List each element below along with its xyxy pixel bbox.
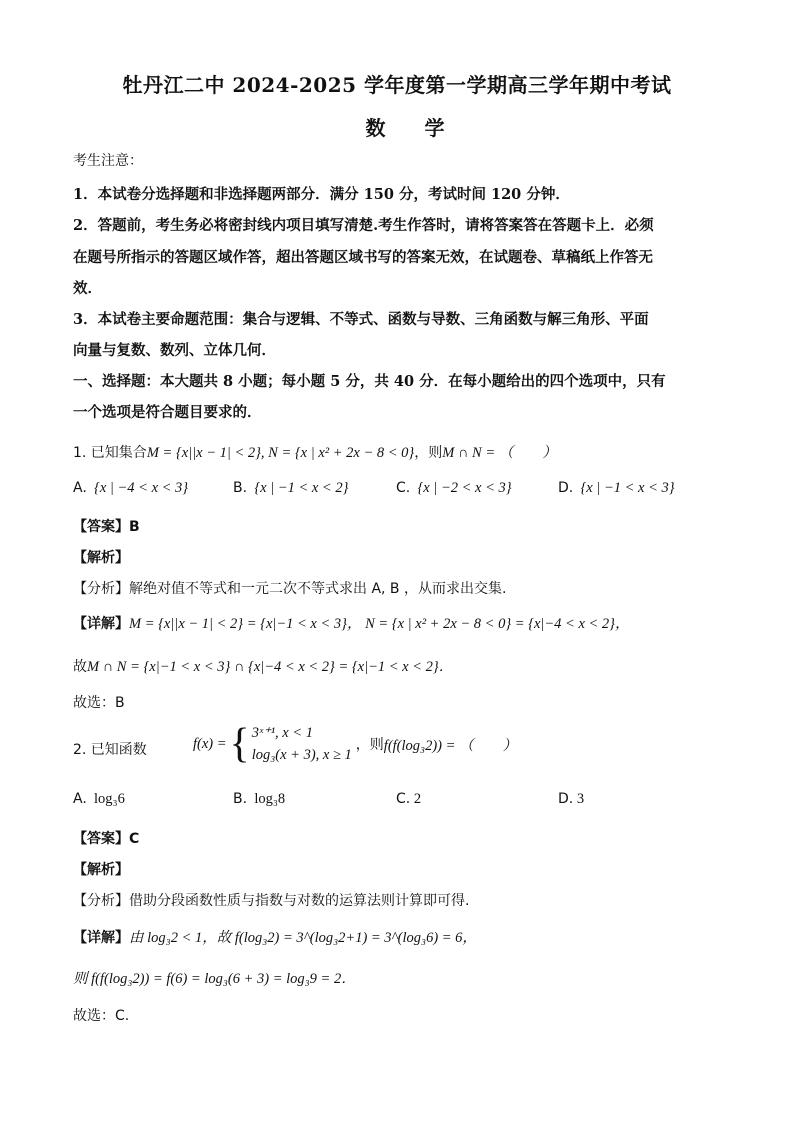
q2-fx: f(x) =: [193, 735, 227, 752]
q2-case-1: 3ˣ⁺¹, x < 1: [251, 725, 314, 741]
question-1-mid: ，则: [414, 445, 443, 461]
q2-fenxi: 【分析】借助分段函数性质与指数与对数的运算法则计算即可得.: [73, 893, 470, 909]
q2-choose: 故选：C.: [73, 1008, 130, 1024]
q2-detail-b: 则 f(f(log₃2)) = f(6) = log₃(6 + 3) = log₃9 = 2．: [73, 971, 356, 987]
q2-option-c: C. 2: [396, 791, 422, 807]
q1-detail-2: 故M ∩ N = {x|−1 < x < 3} ∩ {x|−4 < x < 2} = {x|−1 < x < 2}．: [73, 659, 454, 675]
question-1-stem: [73, 441, 557, 462]
question-2-function: [193, 722, 517, 766]
q2-detail-a: 【详解】由 log₃2 < 1，故 f(log₃2) = 3^(log₃2+1) = 3^(log₃6) = 6，: [73, 930, 477, 946]
q2-mid: ，则: [355, 737, 384, 753]
note-3-line-2: 向量与复数、数列、立体几何．: [73, 342, 276, 359]
q2-option-a: A. log₃6: [73, 791, 125, 807]
note-3-line-1: 3．本试卷主要命题范围：集合与逻辑、不等式、函数与导数、三角函数与解三角形、平面: [73, 311, 649, 328]
q1-option-a: A. {x | −4 < x < 3}: [73, 480, 189, 496]
note-2-line-2: 在题号所指示的答题区域作答，超出答题区域书写的答案无效，在试题卷、草稿纸上作答无: [73, 249, 653, 266]
q2-option-b: B. log₃8: [233, 791, 286, 807]
subject-title: 数 学: [365, 116, 461, 140]
note-2-line-1: 2．答题前，考生务必将密封线内项目填写清楚.考生作答时，请将答案答在答题卡上．必须: [73, 217, 654, 234]
q2-option-d: D. 3: [558, 791, 585, 807]
q2-ask: f(f(log₃2)) = （ ）: [383, 737, 518, 754]
q2-analysis-label: 【解析】: [73, 862, 129, 878]
case-brace-icon: {: [229, 721, 250, 767]
question-1-ask: M ∩ N = （ ）: [442, 445, 557, 461]
q1-answer: 【答案】B: [73, 519, 140, 535]
section-1-line-1: 一、选择题：本大题共 8 小题；每小题 5 分，共 40 分．在每小题给出的四个选项中，只有: [73, 373, 666, 390]
q1-option-c: C. {x | −2 < x < 3}: [396, 480, 512, 496]
q1-detail: 【详解】M = {x||x − 1| < 2} = {x|−1 < x < 3}， N = {x | x² + 2x − 8 < 0} = {x|−4 < x < 2}，: [73, 616, 630, 632]
exam-title: 牡丹江二中 2024-2025 学年度第一学期高三学年期中考试: [122, 73, 672, 97]
note-2-line-3: 效．: [73, 280, 102, 297]
q1-option-b: B. {x | −1 < x < 2}: [233, 480, 349, 496]
question-1-prefix: 1. 已知集合: [73, 445, 147, 461]
q2-answer: 【答案】C: [73, 831, 140, 847]
q1-analysis-label: 【解析】: [73, 550, 129, 566]
q1-choose: 故选：B: [73, 695, 125, 711]
notes-heading: 考生注意：: [73, 153, 143, 169]
question-2-prefix: 2. 已知函数: [73, 742, 147, 758]
q1-fenxi: 【分析】解绝对值不等式和一元二次不等式求出 A, B ，从而求出交集.: [73, 581, 507, 597]
note-1: 1．本试卷分选择题和非选择题两部分．满分 150 分，考试时间 120 分钟．: [73, 186, 570, 203]
q2-case-2: log₃(x + 3), x ≥ 1: [251, 747, 352, 763]
question-1-sets: M = {x||x − 1| < 2}, N = {x | x² + 2x − 8 < 0}: [146, 445, 415, 461]
q1-option-d: D. {x | −1 < x < 3}: [558, 480, 675, 496]
section-1-line-2: 一个选项是符合题目要求的．: [73, 404, 262, 421]
